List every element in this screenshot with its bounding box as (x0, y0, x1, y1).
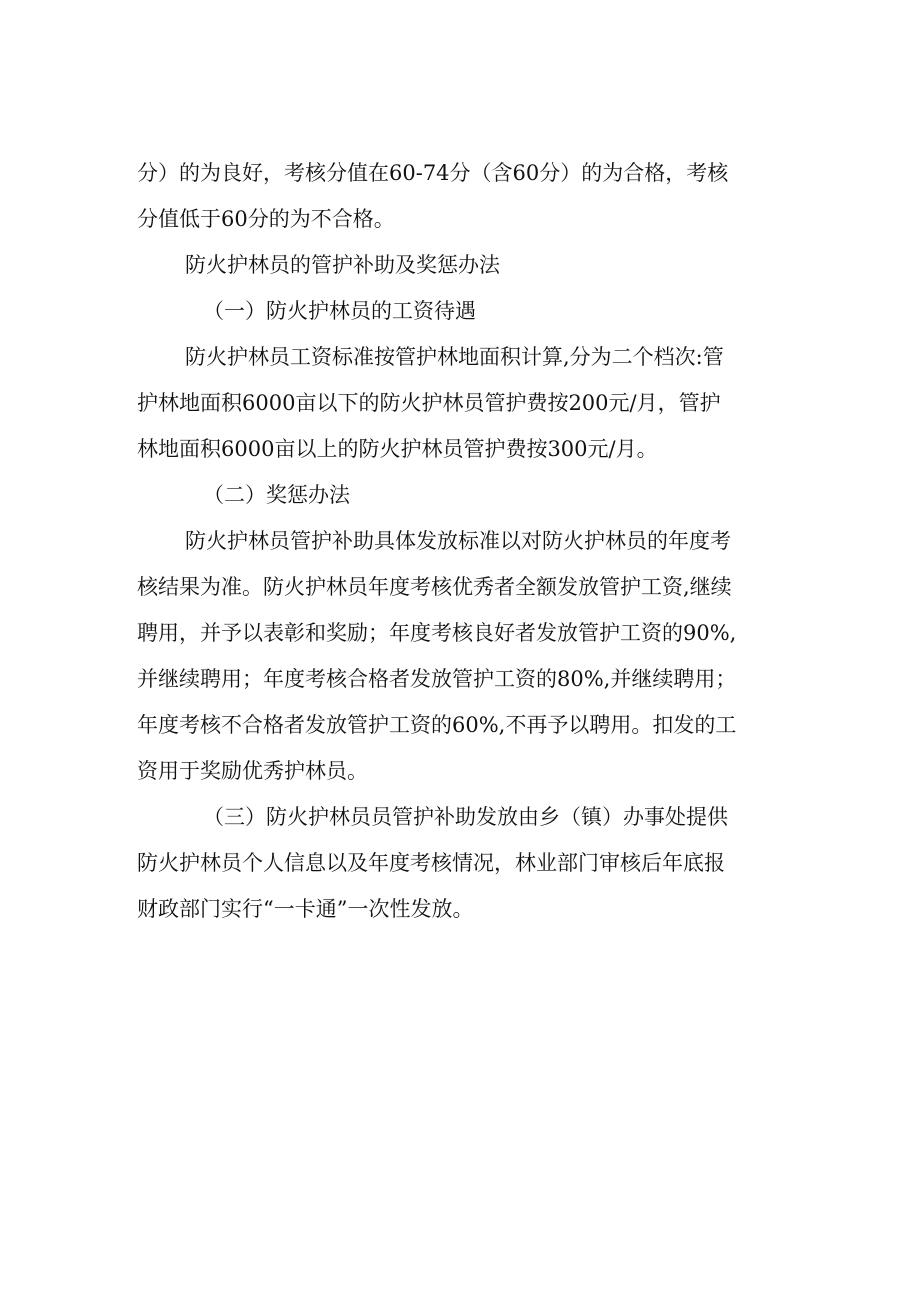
text-line: 并继续聘用；年度考核合格者发放管护工资的80%,并继续聘用； (137, 667, 737, 691)
text-line: 林地面积6000亩以上的防火护林员管护费按300元/月。 (137, 437, 658, 461)
text-line: 分）的为良好，考核分值在60-74分（含60分）的为合格，考核 (137, 161, 729, 185)
text-line: 年度考核不合格者发放管护工资的60%,不再予以聘用。扣发的工 (137, 713, 737, 737)
document-page (137, 150, 787, 932)
text-line: 资用于奖励优秀护林员。 (137, 759, 368, 783)
text-line: 核结果为准。防火护林员年度考核优秀者全额发放管护工资,继续 (137, 575, 732, 599)
subsection-heading: （二）奖惩办法 (203, 483, 350, 507)
text-line: 分值低于60分的为不合格。 (137, 207, 395, 231)
section-heading: 防火护林员的管护补助及奖惩办法 (185, 253, 500, 277)
text-line: 护林地面积6000亩以下的防火护林员管护费按200元/月，管护 (137, 391, 721, 415)
text-line: 聘用，并予以表彰和奖励；年度考核良好者发放管护工资的90%, (137, 621, 737, 645)
subsection-heading: （三）防火护林员员管护补助发放由乡（镇）办事处提供 (203, 805, 728, 829)
text-line: 财政部门实行“一卡通”一次性发放。 (137, 897, 474, 921)
paragraph-start: 防火护林员工资标准按管护林地面积计算,分为二个档次:管 (185, 345, 724, 369)
paragraph-start: 防火护林员管护补助具体发放标准以对防火护林员的年度考 (185, 529, 731, 553)
subsection-heading: （一）防火护林员的工资待遇 (203, 299, 476, 323)
text-line: 防火护林员个人信息以及年度考核情况，林业部门审核后年底报 (137, 851, 725, 875)
